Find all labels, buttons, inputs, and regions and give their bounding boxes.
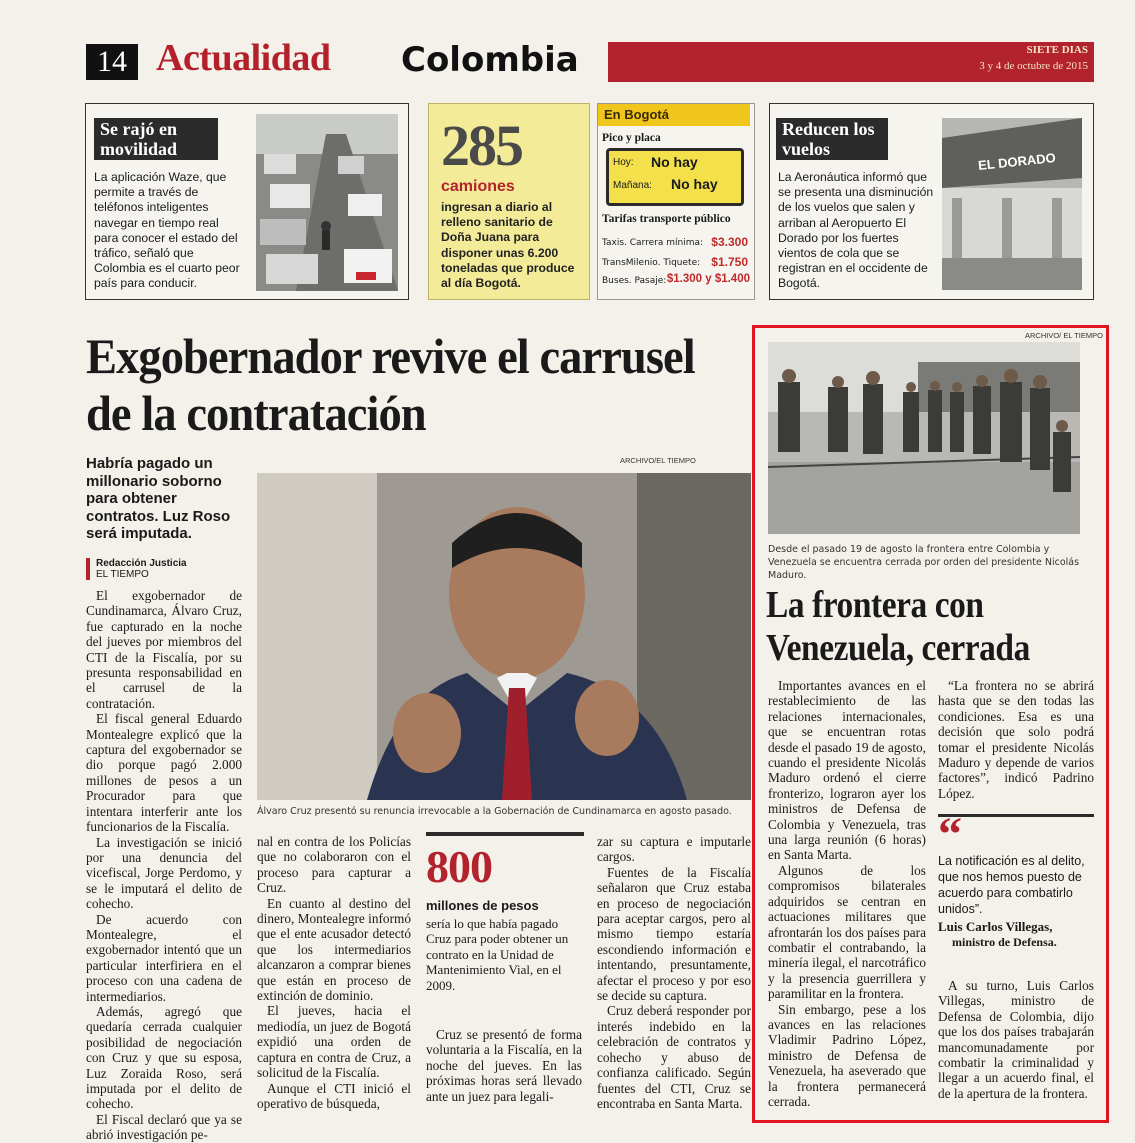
camiones-label: camiones	[441, 178, 515, 195]
brief-waze	[85, 103, 409, 300]
hoy-label: Hoy:	[613, 157, 634, 168]
byline-desk: Redacción Justicia	[96, 558, 187, 569]
side-col1-p3: Sin embargo, pese a los avances en las relaciones Vladimir Padrino López, ministro de Defensa de Venezuela, ha aseverado que la frontera permanecerá cerrada.	[768, 1001, 926, 1109]
bogota-box	[597, 103, 755, 300]
main-photo-credit: ARCHIVO/EL TIEMPO	[620, 456, 696, 465]
manana-label: Mañana:	[613, 180, 652, 191]
side-quote: La notificación es al delito, que nos hemos puesto de acuerdo para combatirlo unidos”.	[938, 854, 1085, 916]
pico-panel	[606, 148, 744, 206]
taxis-label: Taxis. Carrera mínima:	[602, 238, 704, 248]
side-quote-box	[938, 808, 1094, 957]
brief-vuelos-body: La Aeronáutica informó que se presenta una disminución de los vuelos que salen y arriban al Aeropuerto El Dorado por los fuertes vientos de cola que se registran en el occidente de Bogotá.	[778, 170, 934, 291]
main-photo	[257, 473, 751, 800]
airport-sign: EL DORADO	[977, 149, 1057, 174]
issue-name: SIETE DIAS	[1026, 44, 1088, 56]
camiones-body: ingresan a diario al relleno sanitario de Doña Juana para disponer unas 6.200 toneladas que produce al día Bogotá.	[441, 200, 575, 291]
main-headline: Exgobernador revive el carrusel de la contratación	[86, 328, 695, 441]
tm-value: $1.750	[711, 255, 748, 269]
brief-camiones	[428, 103, 590, 300]
manana-value: No hay	[671, 176, 718, 192]
stat-box	[426, 832, 584, 1006]
side-col-2-top	[938, 678, 1094, 801]
main-deck: Habría pagado un millonario soborno para obtener contratos. Luz Roso será imputada.	[86, 455, 231, 542]
brief-waze-body: La aplicación Waze, que permite a través de teléfonos inteligentes navegar en tiempo real para conocer el estado del tráfico, señaló que Colombia es el cuarto peor país para conducir.	[94, 170, 240, 291]
main-col1-p6: El Fiscal declaró que ya se abrió investigación pe-	[86, 1111, 242, 1143]
main-col1-p5: Además, agregó que quedaría cerrada cualquier posibilidad de negociación con Cruz y que su esposa, Luz Zoraida Roso, será imputada por el delito de cohecho.	[86, 1003, 242, 1112]
main-col2-p2: En cuanto al destino del dinero, Montealegre informó que el ente acusador detectó que los intermediarios alcanzaron a comprar bienes que están en proceso de extinción de dominio.	[257, 895, 411, 1004]
airport-photo-image	[942, 118, 1082, 290]
brief-vuelos-title: Reducen los vuelos	[776, 118, 888, 160]
quote-author: Luis Carlos Villegas,	[938, 919, 1053, 934]
quote-role: ministro de Defensa.	[952, 935, 1057, 949]
main-col-4	[597, 834, 751, 1111]
side-col1-p1: Importantes avances en el restablecimiento de las relaciones internacionales, que se encuentran rotas desde el pasado 19 de agosto, cuando el presidente Nicolás Maduro ordenó el cierre fronterizo, lograron ayer los ministros de Defensa de Colombia y Venezuela, tras una larga reunión (6 horas) en Santa Marta.	[768, 678, 926, 863]
subsection-title: Colombia	[401, 40, 579, 80]
airport-photo	[942, 118, 1082, 290]
camiones-number: 285	[441, 113, 522, 178]
section-title: Actualidad	[156, 37, 331, 79]
side-col-1	[768, 678, 926, 1109]
side-headline: La frontera con Venezuela, cerrada	[766, 584, 1030, 669]
portrait-photo-image	[257, 473, 751, 800]
page-header	[86, 36, 1094, 84]
side-photo-caption: Desde el pasado 19 de agosto la frontera entre Colombia y Venezuela se encuentra cerrada por orden del presidente Nicolás Maduro.	[768, 544, 1080, 581]
main-col1-p1: El exgobernador de Cundinamarca, Álvaro Cruz, fue capturado en la noche del jueves por miembros del CTI de la Fiscalía, por su presunta responsabilidad en el carrusel de la contratación.	[86, 588, 242, 711]
brief-vuelos	[769, 103, 1094, 300]
header-bar	[608, 42, 1094, 82]
byline	[86, 558, 256, 580]
main-col-1	[86, 588, 242, 1143]
main-col4-p1: zar su captura e imputarle cargos.	[597, 834, 751, 865]
side-col-2-bottom	[938, 978, 1094, 1101]
main-col2-p4: Aunque el CTI inició el operativo de búsqueda,	[257, 1080, 411, 1111]
main-col-3	[426, 1027, 582, 1104]
page-number: 14	[86, 44, 138, 80]
stat-body: sería lo que había pagado Cruz para poder obtener un contrato en la Unidad de Mantenimiento Vial, en el 2009.	[426, 916, 569, 993]
main-col4-p2: Fuentes de la Fiscalía señalaron que Cruz estaba en proceso de negociación para aceptar cargos, pero al mismo tiempo estaría escondiendo información e intentando, presuntamente, afectar el proceso y por eso se decide su captura.	[597, 864, 751, 1004]
quote-mark: “	[938, 808, 962, 861]
main-col4-p3: Cruz deberá responder por interés indebido en la celebración de contratos y cohecho y abuso de confianza calificado. Según fuentes del CTI, Cruz se encontraba en Santa Marta.	[597, 1003, 751, 1111]
main-col1-p2: El fiscal general Eduardo Montealegre explicó que la captura del exgobernador se dio porque pagó 2.000 millones de pesos a un Procurador para que intentara interferir ante los funcionarios de la Fiscalía.	[86, 711, 242, 835]
buses-value: $1.300 y $1.400	[666, 273, 750, 285]
traffic-photo-image	[256, 114, 398, 291]
side-photo	[768, 342, 1080, 534]
main-col2-p1: nal en contra de los Policías que no colaboraron con el proceso para capturar a Cruz.	[257, 834, 411, 896]
side-photo-credit: ARCHIVO/ EL TIEMPO	[1025, 331, 1103, 340]
pico-title: Pico y placa	[602, 132, 661, 144]
brief-waze-title: Se rajó en movilidad	[94, 118, 218, 160]
tarifas-title: Tarifas transporte público	[602, 213, 731, 225]
main-photo-caption: Álvaro Cruz presentó su renuncia irrevocable a la Gobernación de Cundinamarca en agosto pasado.	[257, 806, 732, 817]
stat-label: millones de pesos	[426, 898, 539, 913]
taxis-value: $3.300	[711, 235, 748, 249]
bogota-tab: En Bogotá	[598, 104, 750, 126]
tm-label: TransMilenio. Tiquete:	[602, 258, 701, 268]
border-photo-image	[768, 342, 1080, 534]
buses-label: Buses. Pasaje:	[602, 276, 667, 286]
main-col1-p3: La investigación se inició por una denuncia del vicefiscal, Jorge Perdomo, y se le imputará el delito de cohecho.	[86, 834, 242, 912]
side-col2-p1: “La frontera no se abrirá hasta que se den todas las condiciones. Esa es una decisión que solo podrá tomar el presidente Nicolás Maduro y depende de varios factores”, indicó Padrino López.	[938, 678, 1094, 801]
side-col1-p2: Algunos de los compromisos bilaterales adquiridos se centran en actuaciones militares que afrontarán los dos países para combatir el contrabando, la minería ilegal, el narcotráfico y la presencia guerrillera y paramilitar en la frontera.	[768, 862, 926, 1002]
main-col3-p1: Cruz se presentó de forma voluntaria a la Fiscalía, en la noche del jueves. En las próximas horas será llevado ante un juez para legali-	[426, 1027, 582, 1104]
traffic-photo	[256, 114, 398, 291]
side-col2-p2: A su turno, Luis Carlos Villegas, ministro de Defensa de Colombia, dijo que los dos países trabajarán mancomunadamente por combatir la criminalidad y llegar a un acuerdo final, el de la apertura de la frontera.	[938, 978, 1094, 1101]
stat-number: 800	[426, 841, 492, 892]
byline-paper: EL TIEMPO	[96, 569, 149, 580]
hoy-value: No hay	[651, 154, 698, 170]
main-col-2	[257, 834, 411, 1111]
issue-date: 3 y 4 de octubre de 2015	[979, 60, 1088, 72]
main-col1-p4: De acuerdo con Montealegre, el exgobernador intentó que un particular interfiriera en el proceso con una cadena de intermediarios.	[86, 911, 242, 1004]
main-col2-p3: El jueves, hacia el mediodía, un juez de Bogotá expidió una orden de captura en contra de Cruz, a solicitud de la Fiscalía.	[257, 1003, 411, 1081]
